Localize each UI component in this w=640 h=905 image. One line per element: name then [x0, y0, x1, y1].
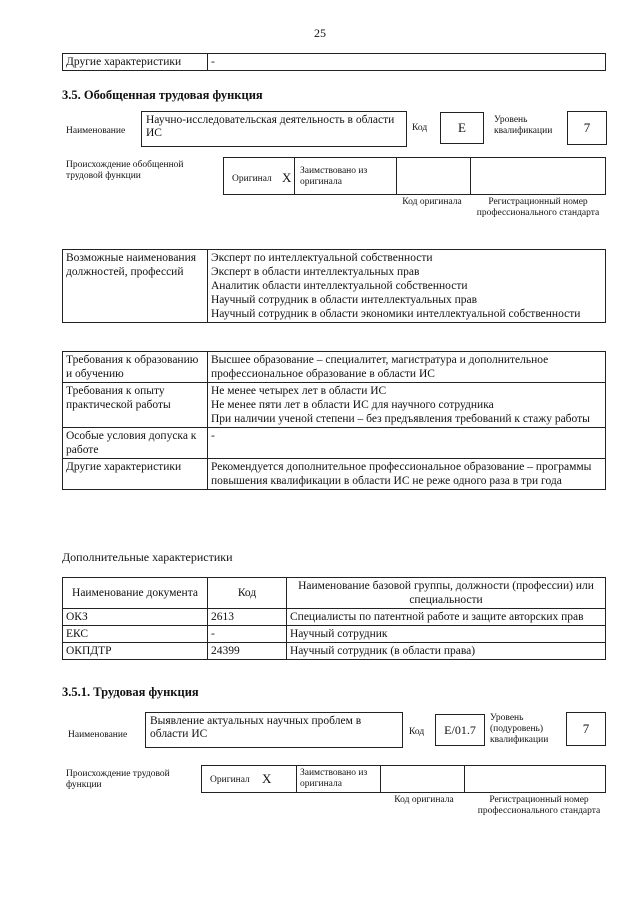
top-characteristics-value: -: [208, 54, 606, 71]
func-origin-box: [201, 765, 606, 793]
func-name-value: Выявление актуальных научных проблем в области ИС: [145, 712, 403, 748]
section-3-5-heading: 3.5. Обобщенная трудовая функция: [62, 88, 263, 102]
position-item: Эксперт в области интеллектуальных прав: [211, 266, 420, 278]
requirements-value: Рекомендуется дополнительное профессиональное образование – программы повышения квалификации в области ИС не реже одного раза в три года: [208, 459, 606, 490]
gen-origin-box: [223, 157, 606, 195]
func-level-value: 7: [566, 712, 606, 746]
func-origin-label: Происхождение трудовой функции: [66, 769, 170, 790]
gen-code-original-caption: Код оригинала: [402, 197, 462, 207]
gen-origin-label: Происхождение обобщенной трудовой функции: [66, 160, 184, 181]
table-row: ОКПДТР 24399 Научный сотрудник (в области права): [63, 643, 606, 660]
gen-borrowed-label: Заимствовано из оригинала: [300, 166, 368, 187]
func-code-value: E/01.7: [435, 714, 485, 746]
requirements-value: Не менее четырех лет в области ИС Не менее пяти лет в области ИС для научного сотрудника При наличии ученой степени – без предъявления требований к стажу работы: [208, 383, 606, 428]
requirements-label: Требования к образованию и обучению: [63, 352, 208, 383]
func-borrowed-label: Заимствовано из оригинала: [300, 768, 368, 789]
requirements-value: -: [208, 428, 606, 459]
func-code-original-caption: Код оригинала: [394, 795, 454, 805]
requirements-label: Особые условия допуска к работе: [63, 428, 208, 459]
table-row: ЕКС - Научный сотрудник: [63, 626, 606, 643]
requirements-row: [63, 383, 606, 428]
gen-code-label: Код: [412, 123, 428, 133]
gen-code-value: E: [440, 112, 484, 144]
requirements-table: [62, 351, 606, 490]
positions-list: [208, 250, 606, 323]
requirements-label: Другие характеристики: [63, 459, 208, 490]
additional-header: Код: [208, 578, 287, 609]
func-name-label: Наименование: [68, 730, 128, 740]
section-3-5-1-heading: 3.5.1. Трудовая функция: [62, 685, 199, 699]
requirements-row: [63, 428, 606, 459]
additional-header: Наименование базовой группы, должности (профессии) или специальности: [287, 578, 606, 609]
func-code-label: Код: [409, 727, 425, 737]
position-item: Эксперт по интеллектуальной собственности: [211, 252, 433, 264]
page-number: 25: [314, 26, 326, 40]
top-characteristics-label: Другие характеристики: [63, 54, 208, 71]
positions-table: [62, 249, 606, 323]
gen-level-value: 7: [567, 111, 607, 145]
func-level-label: Уровень (подуровень) квалификации: [490, 713, 549, 745]
additional-header: Наименование документа: [63, 578, 208, 609]
additional-header-row: [63, 578, 606, 609]
gen-original-mark: X: [282, 170, 292, 185]
gen-original-label: Оригинал: [232, 174, 272, 184]
gen-level-label: Уровень квалификации: [494, 115, 553, 136]
top-characteristics-table: [62, 53, 606, 71]
requirements-value: Высшее образование – специалитет, магистратура и дополнительное профессиональное образование в области ИС: [208, 352, 606, 383]
position-item: Научный сотрудник в области интеллектуальных прав: [211, 294, 478, 306]
func-reg-number-caption: Регистрационный номер профессионального стандарта: [477, 795, 601, 816]
requirements-row: [63, 352, 606, 383]
positions-label: Возможные наименования должностей, профессий: [63, 250, 208, 323]
func-original-mark: X: [262, 771, 272, 786]
additional-heading: Дополнительные характеристики: [62, 550, 233, 564]
position-item: Аналитик области интеллектуальной собственности: [211, 280, 468, 292]
additional-table: [62, 577, 606, 660]
table-row: ОКЗ 2613 Специалисты по патентной работе и защите авторских прав: [63, 609, 606, 626]
func-original-label: Оригинал: [210, 775, 250, 785]
gen-reg-number-caption: Регистрационный номер профессионального стандарта: [476, 197, 600, 218]
position-item: Научный сотрудник в области экономики интеллектуальной собственности: [211, 308, 581, 320]
requirements-label: Требования к опыту практической работы: [63, 383, 208, 428]
requirements-row: [63, 459, 606, 490]
gen-name-value: Научно-исследовательская деятельность в области ИС: [141, 111, 407, 147]
gen-name-label: Наименование: [66, 126, 126, 136]
